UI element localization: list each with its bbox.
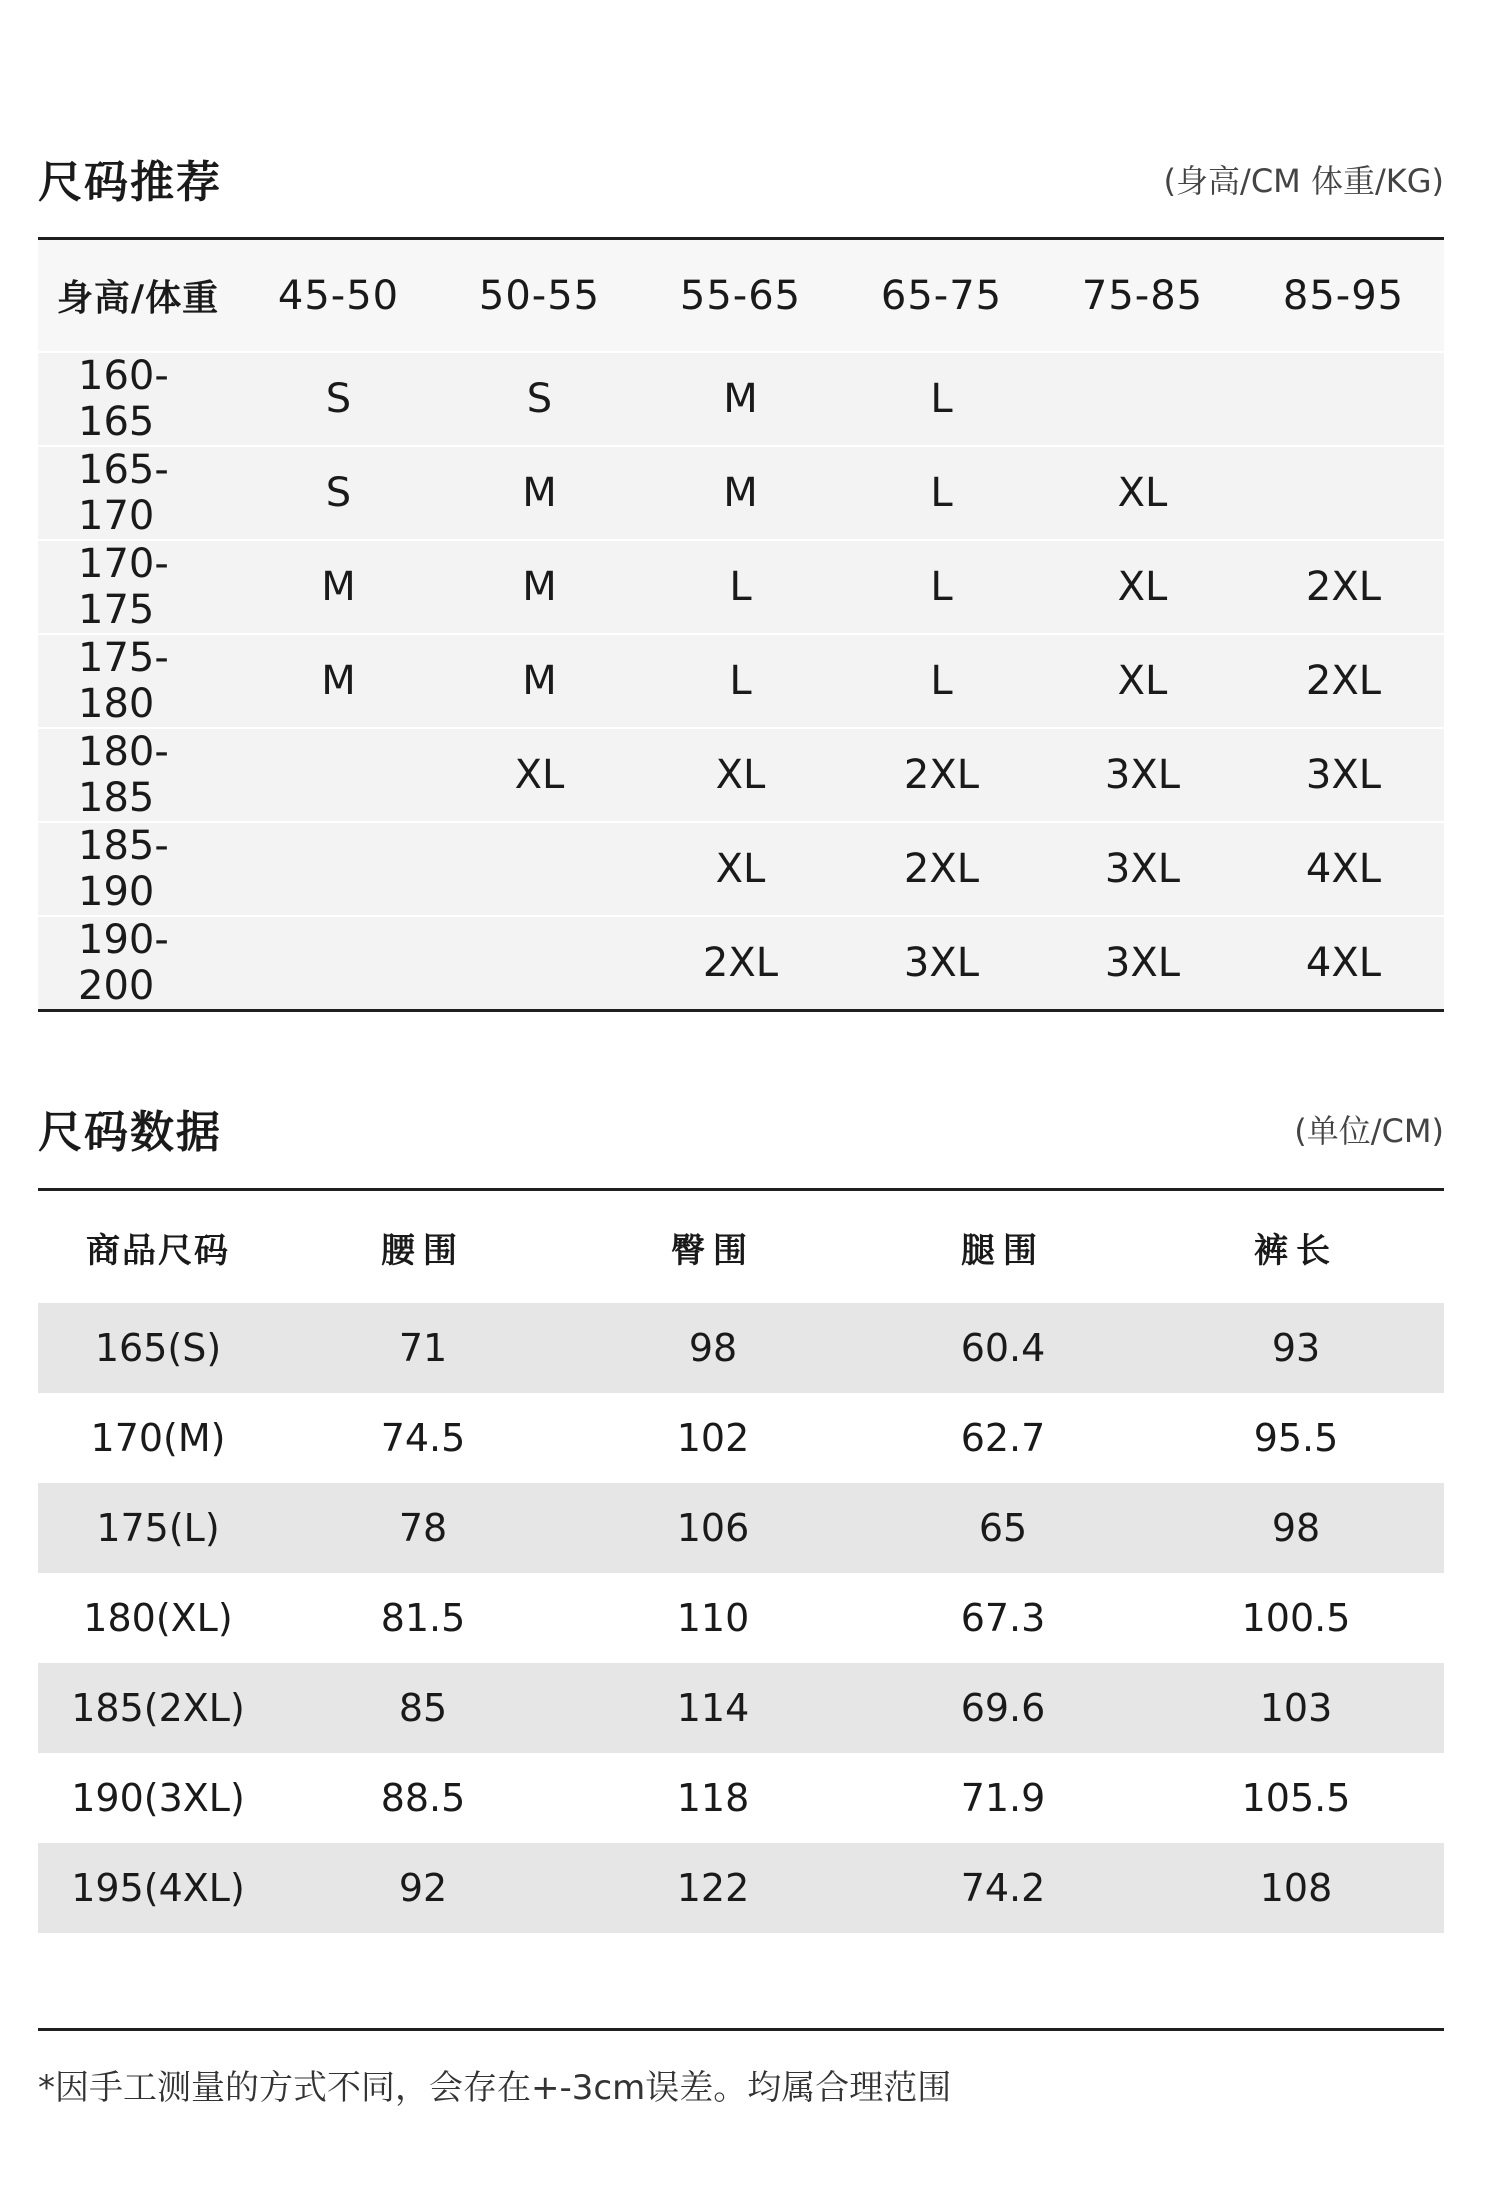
table-cell [238, 916, 439, 1009]
table-cell: 92 [398, 1866, 448, 1910]
table-cell: 3XL [903, 940, 980, 986]
table-cell: M [522, 470, 557, 516]
row-label: 170-175 [78, 541, 169, 633]
table-cell: 3XL [1104, 940, 1181, 986]
table-cell: 62.7 [960, 1416, 1046, 1460]
table-cell: 93 [1271, 1326, 1321, 1370]
row-label: 165(S) [94, 1326, 222, 1370]
table-cell: 81.5 [380, 1596, 466, 1640]
row-label: 180-185 [78, 729, 169, 821]
table-cell: XL [1117, 470, 1168, 516]
table-cell: XL [715, 752, 766, 798]
table-cell [439, 822, 640, 916]
table-header-row [38, 240, 1444, 352]
table-cell [439, 916, 640, 1009]
table-cell: 67.3 [960, 1596, 1046, 1640]
table-cell: 65 [978, 1506, 1028, 1550]
table-cell: XL [715, 846, 766, 892]
table-cell: 74.2 [960, 1866, 1046, 1910]
table-header-row [38, 1191, 1444, 1303]
table-row [38, 1393, 1444, 1483]
size-data-table [38, 1191, 1444, 1933]
column-header: 85-95 [1282, 272, 1405, 319]
table-row [38, 1483, 1444, 1573]
column-header: 身高/体重 [56, 278, 220, 319]
table-row [38, 916, 1444, 1009]
table-cell: 108 [1259, 1866, 1333, 1910]
size-data-section [38, 1080, 1444, 1933]
table-cell [238, 822, 439, 916]
section-title: 尺码推荐 [38, 157, 222, 208]
table-cell: XL [1117, 564, 1168, 610]
table-cell: 60.4 [960, 1326, 1046, 1370]
table-cell: 95.5 [1253, 1416, 1339, 1460]
table-row [38, 634, 1444, 728]
column-header: 腰围 [381, 1230, 465, 1271]
row-label: 175-180 [78, 635, 169, 727]
table-cell: 100.5 [1241, 1596, 1351, 1640]
section-header [38, 130, 1444, 210]
row-label: 195(4XL) [71, 1866, 245, 1910]
table-cell: M [723, 470, 758, 516]
row-label: 185(2XL) [71, 1686, 245, 1730]
table-row [38, 1663, 1444, 1753]
row-label: 185-190 [78, 823, 169, 915]
section-title: 尺码数据 [38, 1107, 222, 1158]
row-label: 160-165 [78, 353, 169, 445]
table-cell: 71.9 [960, 1776, 1046, 1820]
row-label: 180(XL) [83, 1596, 233, 1640]
unit-label: (单位/CM) [1294, 1112, 1444, 1150]
table-cell: M [321, 564, 356, 610]
table-row [38, 446, 1444, 540]
table-cell: 122 [676, 1866, 750, 1910]
table-cell: L [930, 658, 953, 704]
table-row [38, 728, 1444, 822]
table-cell: 74.5 [380, 1416, 466, 1460]
section-header [38, 1080, 1444, 1160]
unit-label: (身高/CM 体重/KG) [1163, 162, 1444, 200]
table-cell: 88.5 [380, 1776, 466, 1820]
table-cell: XL [514, 752, 565, 798]
table-cell: 102 [676, 1416, 750, 1460]
table-cell: M [723, 376, 758, 422]
size-recommendation-table [38, 240, 1444, 1009]
table-cell: XL [1117, 658, 1168, 704]
row-label: 165-170 [78, 447, 169, 539]
bottom-rule [38, 1009, 1444, 1012]
table-cell [238, 728, 439, 822]
table-cell: 114 [676, 1686, 750, 1730]
table-cell: M [321, 658, 356, 704]
table-cell: 110 [676, 1596, 750, 1640]
column-header: 商品尺码 [86, 1230, 230, 1271]
table-cell: 103 [1259, 1686, 1333, 1730]
column-header: 臀围 [671, 1230, 755, 1271]
table-cell: 2XL [702, 940, 779, 986]
table-cell: 3XL [1305, 752, 1382, 798]
table-cell: S [526, 376, 553, 422]
table-row [38, 1843, 1444, 1933]
column-header: 75-85 [1081, 272, 1204, 319]
table-cell: 98 [688, 1326, 738, 1370]
table-cell: M [522, 658, 557, 704]
table-cell: S [325, 470, 352, 516]
table-cell: 2XL [1305, 564, 1382, 610]
column-header: 55-65 [679, 272, 802, 319]
table-cell: 106 [676, 1506, 750, 1550]
table-cell: 118 [676, 1776, 750, 1820]
column-header: 50-55 [478, 272, 601, 319]
table-row [38, 1573, 1444, 1663]
table-cell: L [729, 658, 752, 704]
table-cell: 4XL [1305, 846, 1382, 892]
row-label: 190-200 [78, 917, 169, 1009]
size-recommendation-section [38, 130, 1444, 1012]
table-cell: 69.6 [960, 1686, 1046, 1730]
table-cell: 2XL [1305, 658, 1382, 704]
column-header: 65-75 [880, 272, 1003, 319]
table-cell: 2XL [903, 752, 980, 798]
table-cell [1243, 352, 1444, 446]
table-cell: 78 [398, 1506, 448, 1550]
table-cell: M [522, 564, 557, 610]
table-row [38, 352, 1444, 446]
table-cell: 2XL [903, 846, 980, 892]
table-cell: 98 [1271, 1506, 1321, 1550]
table-cell: L [930, 376, 953, 422]
table-cell [1243, 446, 1444, 540]
column-header: 腿围 [961, 1230, 1045, 1271]
table-cell: 4XL [1305, 940, 1382, 986]
table-row [38, 540, 1444, 634]
table-row [38, 822, 1444, 916]
table-cell: 3XL [1104, 846, 1181, 892]
table-cell: L [729, 564, 752, 610]
table-cell: L [930, 564, 953, 610]
table-cell: 85 [398, 1686, 448, 1730]
footnote-rule [38, 2028, 1444, 2031]
row-label: 170(M) [90, 1416, 226, 1460]
table-cell: S [325, 376, 352, 422]
table-cell: L [930, 470, 953, 516]
footnote: *因手工测量的方式不同，会存在+-3cm误差。均属合理范围 [38, 2068, 952, 2108]
table-cell: 3XL [1104, 752, 1181, 798]
table-row [38, 1753, 1444, 1843]
column-header: 裤长 [1254, 1230, 1338, 1271]
column-header: 45-50 [277, 272, 400, 319]
table-row [38, 1303, 1444, 1393]
table-cell [1042, 352, 1243, 446]
table-cell: 105.5 [1241, 1776, 1351, 1820]
table-cell: 71 [398, 1326, 448, 1370]
row-label: 190(3XL) [71, 1776, 245, 1820]
row-label: 175(L) [96, 1506, 220, 1550]
